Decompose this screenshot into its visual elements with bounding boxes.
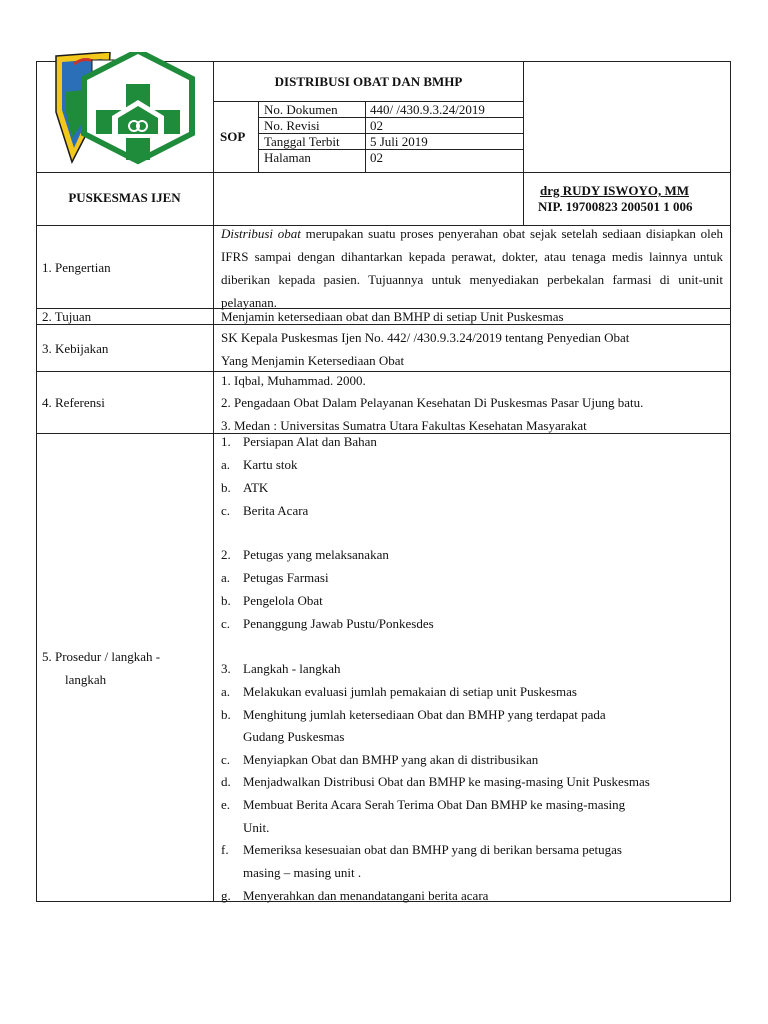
langkah-item-e: Membuat Berita Acara Serah Terima Obat Dan BMHP ke masing-masing: [243, 797, 626, 812]
langkah-item-f: Memeriksa kesesuaian obat dan BMHP yang di berikan bersama petugas: [243, 842, 622, 857]
column-divider: [213, 61, 214, 902]
list-marker: f.: [221, 842, 229, 857]
tujuan-text: Menjamin ketersediaan obat dan BMHP di setiap Unit Puskesmas: [221, 309, 564, 324]
sop-label: SOP: [220, 129, 246, 144]
kebijakan-line-2: Yang Menjamin Ketersediaan Obat: [221, 353, 405, 368]
langkah-item-c: Menyiapkan Obat dan BMHP yang akan di distribusikan: [243, 752, 539, 767]
signatory-name: drg RUDY ISWOYO, MM: [540, 183, 690, 198]
header-bottom-line: [36, 172, 731, 173]
list-marker: a.: [221, 457, 231, 472]
petugas-item: Petugas Farmasi: [243, 570, 329, 585]
table-border-right: [730, 61, 731, 902]
list-marker: a.: [221, 570, 231, 585]
row-line: [36, 433, 731, 434]
label-kebijakan: 3. Kebijakan: [42, 341, 109, 356]
list-marker: b.: [221, 707, 231, 722]
meta-value-halaman: 02: [370, 150, 383, 165]
list-marker: 3.: [221, 661, 231, 676]
referensi-item: 3. Medan : Universitas Sumatra Utara Fakultas Kesehatan Masyarakat: [221, 418, 587, 433]
list-marker: b.: [221, 480, 231, 495]
persiapan-item: ATK: [243, 480, 269, 495]
langkah-title: Langkah - langkah: [243, 661, 341, 676]
kebijakan-line-1: SK Kepala Puskesmas Ijen No. 442/ /430.9.3.24/2019 tentang Penyedian Obat: [221, 330, 630, 345]
list-marker: 2.: [221, 547, 231, 562]
row-line: [36, 324, 731, 325]
persiapan-item: Berita Acara: [243, 503, 309, 518]
persiapan-title: Persiapan Alat dan Bahan: [243, 434, 377, 449]
meta-value-no-dokumen: 440/ /430.9.3.24/2019: [370, 102, 485, 117]
meta-value-no-revisi: 02: [370, 118, 383, 133]
document-title: DISTRIBUSI OBAT DAN BMHP: [274, 74, 463, 89]
pengertian-body: merupakan suatu proses penyerahan obat sejak setelah sediaan disiapkan oleh IFRS sampai dengan dihantarkan kepada perawat, dokter, atau tenaga medis lainnya untuk diberikan kepada pasien. Tujuannya untuk menyediakan perbekalan farmasi di unit-unit pelayanan.: [221, 226, 723, 310]
list-marker: d.: [221, 774, 231, 789]
list-marker: a.: [221, 684, 231, 699]
list-marker: c.: [221, 752, 231, 767]
pengertian-lead: Distribusi obat: [221, 226, 301, 241]
petugas-title: Petugas yang melaksanakan: [243, 547, 389, 562]
meta-label-no-dokumen: No. Dokumen: [264, 102, 338, 117]
list-marker: b.: [221, 593, 231, 608]
pengertian-text: [221, 222, 723, 314]
meta-divider: [365, 101, 366, 172]
label-prosedur-line-1: 5. Prosedur / langkah -: [42, 649, 161, 664]
signatory-nip: NIP. 19700823 200501 1 006: [538, 199, 693, 214]
petugas-item: Pengelola Obat: [243, 593, 323, 608]
list-marker: e.: [221, 797, 231, 812]
langkah-item-g: Menyerahkan dan menandatangani berita acara: [243, 888, 489, 903]
langkah-item-b: Menghitung jumlah ketersediaan Obat dan BMHP yang terdapat pada: [243, 707, 606, 722]
referensi-item: 1. Iqbal, Muhammad. 2000.: [221, 373, 366, 388]
langkah-item-b-cont: Gudang Puskesmas: [243, 729, 345, 744]
list-marker: g.: [221, 888, 231, 903]
langkah-item-d: Menjadwalkan Distribusi Obat dan BMHP ke masing-masing Unit Puskesmas: [243, 774, 650, 789]
org-name: PUSKESMAS IJEN: [68, 190, 181, 205]
sop-divider: [258, 101, 259, 172]
langkah-item-f-cont: masing – masing unit .: [243, 865, 362, 880]
meta-label-tanggal-terbit: Tanggal Terbit: [264, 134, 340, 149]
langkah-item-a: Melakukan evaluasi jumlah pemakaian di setiap unit Puskesmas: [243, 684, 577, 699]
label-prosedur-line-2: langkah: [65, 672, 107, 687]
list-marker: 1.: [221, 434, 231, 449]
label-referensi: 4. Referensi: [42, 395, 105, 410]
puskesmas-logo: [52, 52, 198, 172]
label-tujuan: 2. Tujuan: [42, 309, 92, 324]
langkah-item-e-cont: Unit.: [243, 820, 270, 835]
petugas-item: Penanggung Jawab Pustu/Ponkesdes: [243, 616, 434, 631]
label-pengertian: 1. Pengertian: [42, 260, 111, 275]
list-marker: c.: [221, 616, 231, 631]
referensi-item: 2. Pengadaan Obat Dalam Pelayanan Kesehatan Di Puskesmas Pasar Ujung batu.: [221, 395, 644, 410]
meta-label-no-revisi: No. Revisi: [264, 118, 320, 133]
list-marker: c.: [221, 503, 231, 518]
row-line: [36, 371, 731, 372]
persiapan-item: Kartu stok: [243, 457, 298, 472]
meta-label-halaman: Halaman: [264, 150, 311, 165]
table-border-left: [36, 61, 37, 902]
meta-value-tanggal-terbit: 5 Juli 2019: [370, 134, 428, 149]
